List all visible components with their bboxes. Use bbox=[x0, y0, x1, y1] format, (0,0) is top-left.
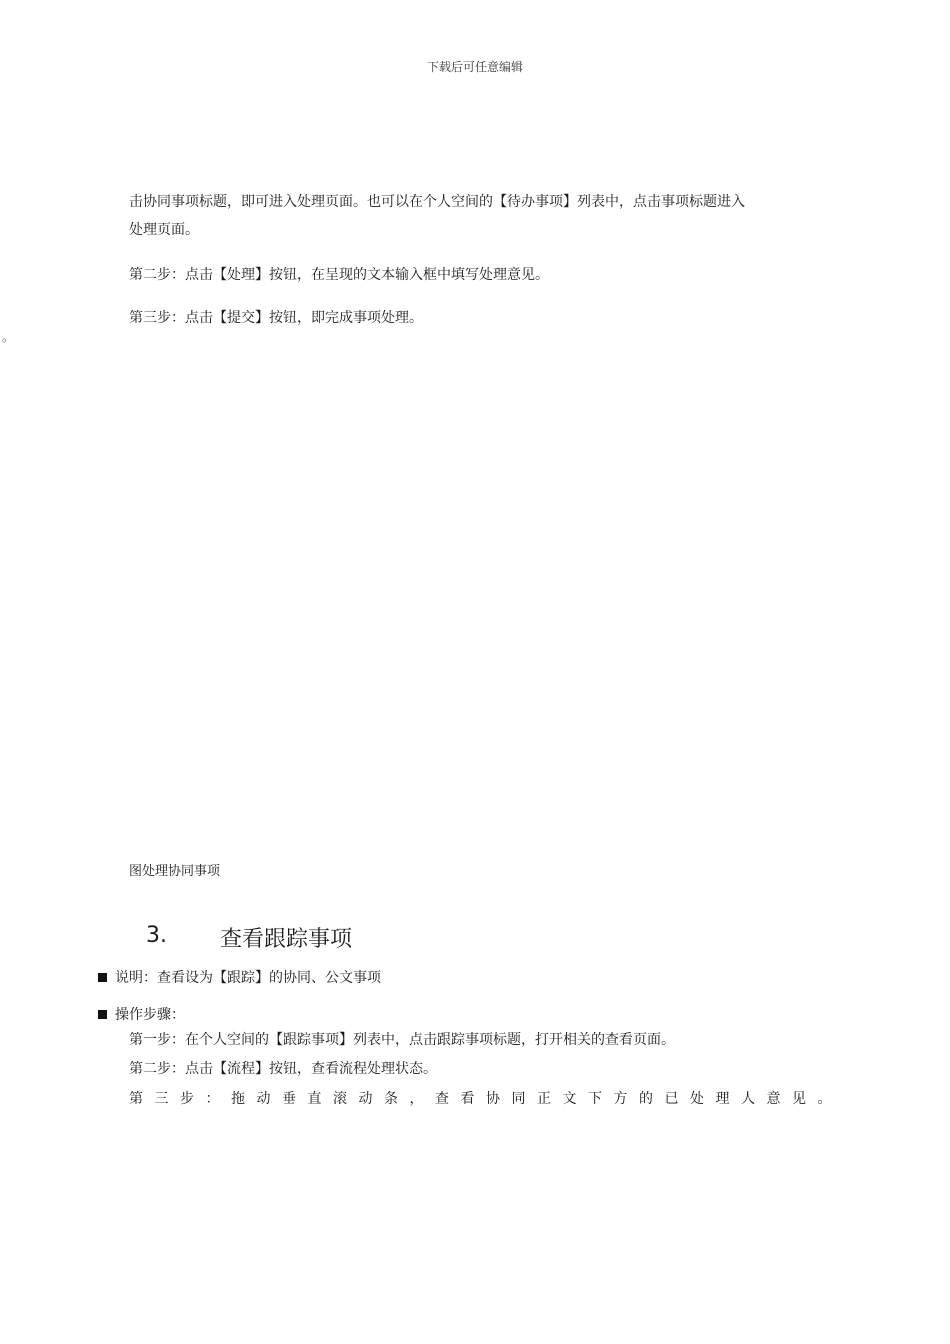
square-bullet-icon bbox=[98, 973, 107, 982]
stray-punctuation: 。 bbox=[2, 330, 15, 344]
page-header: 下载后可任意编辑 bbox=[426, 60, 523, 74]
step-three-text: 第三步：点击【提交】按钮，即完成事项处理。 bbox=[129, 310, 423, 326]
section-number: 3. bbox=[146, 923, 167, 948]
bullet-item-description bbox=[98, 967, 381, 987]
step-item: 第三步：拖动垂直滚动条，查看协同正文下方的已处理人意见。 bbox=[129, 1091, 843, 1107]
bullet-label: 说明：查看设为【跟踪】的协同、公文事项 bbox=[115, 970, 381, 986]
step-item: 第一步：在个人空间的【跟踪事项】列表中，点击跟踪事项标题，打开相关的查看页面。 bbox=[129, 1032, 675, 1048]
section-title: 查看跟踪事项 bbox=[220, 927, 353, 952]
bullet-label: 操作步骤： bbox=[115, 1007, 185, 1023]
step-item: 第二步：点击【流程】按钮，查看流程处理状态。 bbox=[129, 1061, 437, 1077]
paragraph-line: 处理页面。 bbox=[129, 222, 199, 238]
paragraph-line: 击协同事项标题，即可进入处理页面。也可以在个人空间的【待办事项】列表中，点击事项标题进入 bbox=[129, 194, 745, 210]
bullet-item-steps bbox=[98, 1004, 185, 1024]
square-bullet-icon bbox=[98, 1010, 107, 1019]
step-two-text: 第二步：点击【处理】按钮，在呈现的文本输入框中填写处理意见。 bbox=[129, 267, 549, 283]
figure-caption: 图处理协同事项 bbox=[129, 864, 221, 879]
